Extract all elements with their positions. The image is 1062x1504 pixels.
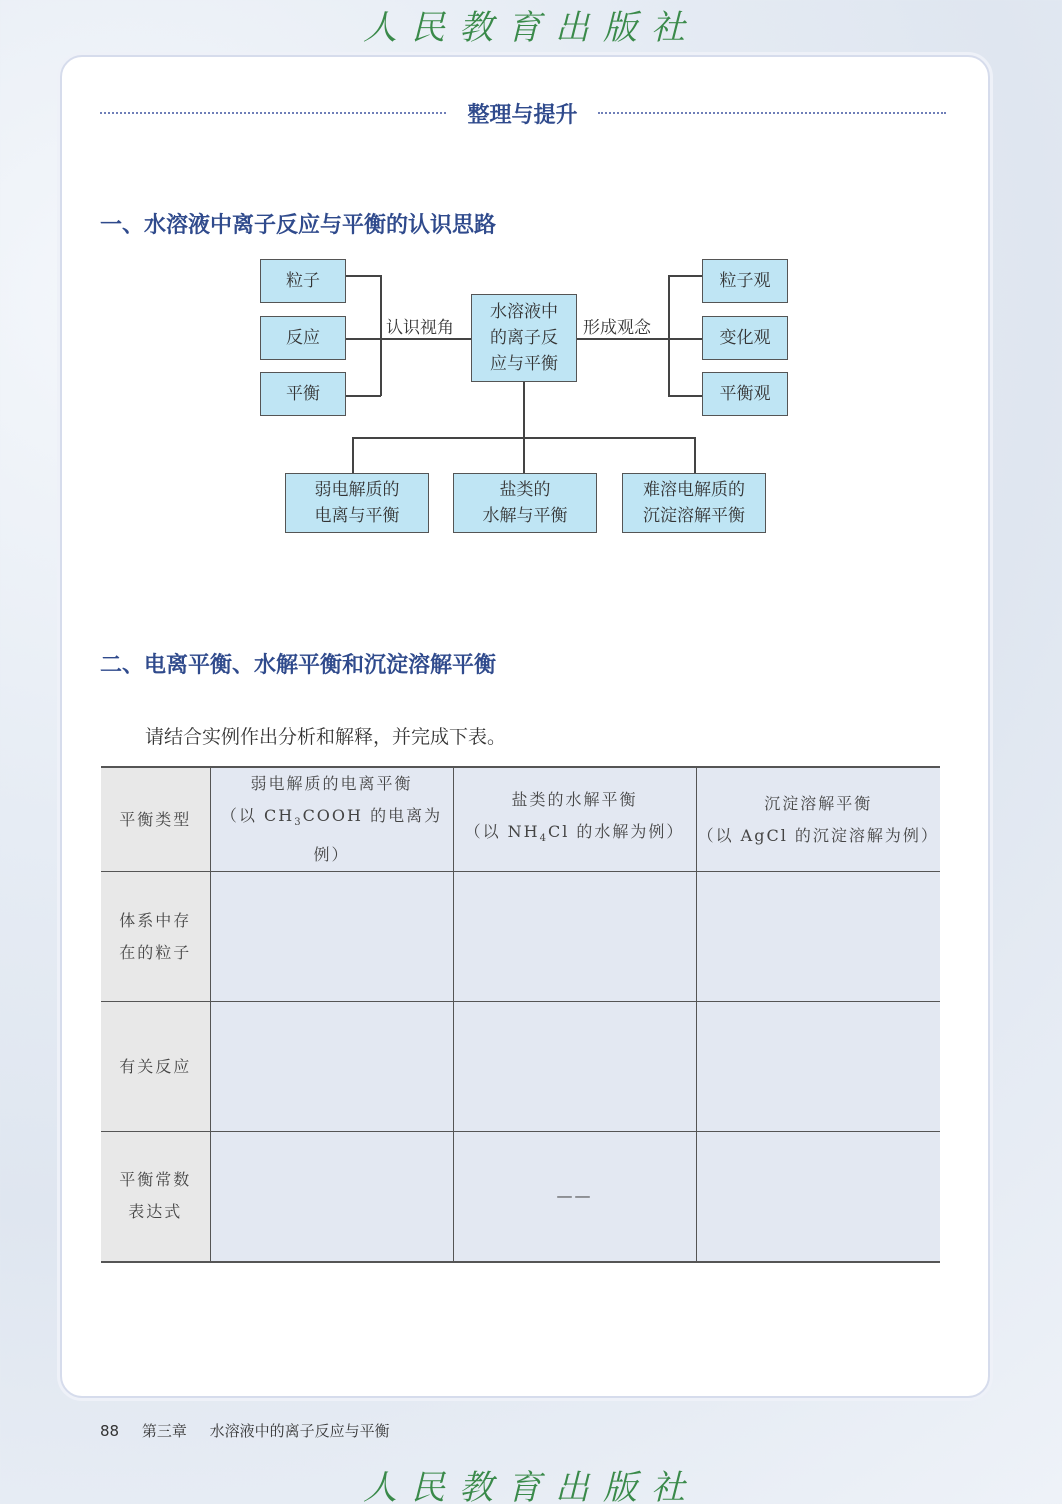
heading-2: 二、电离平衡、水解平衡和沉淀溶解平衡 — [100, 653, 497, 678]
column-header-line1: 盐类的水解平衡 — [511, 790, 638, 809]
box-line: 电离与平衡 — [314, 506, 400, 526]
connector — [352, 437, 354, 473]
box-line: 难溶电解质的 — [643, 480, 745, 500]
text-part: COOH 的电离为例） — [302, 806, 443, 865]
connector — [523, 382, 525, 438]
row-header-line1: 体系中存 — [119, 910, 192, 930]
connector — [346, 395, 381, 397]
connector — [668, 275, 703, 277]
diagram-box-change-view: 变化观 — [702, 316, 788, 360]
subscript: 4 — [539, 833, 548, 845]
connector — [523, 437, 525, 473]
diagram-box-center — [471, 294, 577, 382]
row-header-cell — [101, 872, 210, 1002]
connector — [346, 275, 381, 277]
row-header-cell — [101, 1002, 210, 1132]
diagram-box-precipitation — [622, 473, 766, 533]
center-line-3: 应与平衡 — [490, 354, 558, 374]
table-cell-blank[interactable] — [696, 1132, 940, 1262]
column-header-line2: （以 AgCl 的沉淀溶解为例） — [697, 825, 939, 845]
intro-text: 请结合实例作出分析和解释，并完成下表。 — [145, 726, 507, 748]
column-header-line2 — [454, 816, 696, 855]
table-column-header — [210, 767, 453, 872]
diagram-box-equilibrium: 平衡 — [260, 372, 346, 416]
table-column-header — [696, 767, 940, 872]
publisher-logo-bottom: 人民教育出版社 — [363, 1468, 699, 1504]
table-cell-blank[interactable] — [210, 1002, 453, 1132]
table-cell-blank[interactable] — [696, 1002, 940, 1132]
table-cell-blank[interactable] — [453, 872, 696, 1002]
table-row — [101, 872, 940, 1002]
table-header-row — [101, 767, 940, 872]
heading-1: 一、水溶液中离子反应与平衡的认识思路 — [100, 213, 497, 238]
table-cell-blank[interactable] — [696, 872, 940, 1002]
connector — [380, 275, 382, 396]
table-cell-blank[interactable] — [210, 1132, 453, 1262]
diagram-label-concept: 形成观念 — [583, 313, 651, 338]
center-line-1: 水溶液中 — [490, 302, 558, 322]
text-part: Cl 的水解为例） — [547, 822, 685, 841]
connector — [694, 437, 696, 473]
concept-diagram — [0, 0, 1062, 560]
chapter-number: 第三章 — [141, 1422, 187, 1440]
table-column-header — [453, 767, 696, 872]
section-title: 整理与提升 — [467, 103, 578, 128]
center-line-2: 的离子反 — [490, 328, 558, 348]
row-header-line1: 平衡常数 — [119, 1170, 192, 1190]
table-cell-blank[interactable] — [453, 1002, 696, 1132]
box-line: 沉淀溶解平衡 — [643, 506, 745, 526]
chapter-title: 水溶液中的离子反应与平衡 — [209, 1422, 390, 1440]
page-number: 88 — [100, 1422, 120, 1440]
box-line: 弱电解质的 — [314, 480, 400, 500]
column-header-line2 — [211, 800, 453, 871]
row-header-line2: 在的粒子 — [119, 942, 192, 962]
box-line: 盐类的 — [499, 480, 551, 500]
connector — [346, 338, 381, 340]
text-part: （以 NH — [464, 822, 540, 841]
column-header-line1: 沉淀溶解平衡 — [764, 793, 873, 813]
subscript: 3 — [294, 817, 303, 829]
diagram-box-weak-electrolyte — [285, 473, 429, 533]
table-cell-blank[interactable] — [210, 872, 453, 1002]
row-header-cell — [101, 1132, 210, 1262]
row-header-line2: 表达式 — [128, 1202, 183, 1222]
table-row — [101, 1002, 940, 1132]
connector — [668, 395, 703, 397]
table-cell-na: —— — [453, 1132, 696, 1262]
row-header-line1: 有关反应 — [119, 1056, 192, 1076]
column-header-line1: 弱电解质的电离平衡 — [250, 774, 413, 793]
table-row — [101, 1132, 940, 1262]
diagram-box-salt-hydrolysis — [453, 473, 597, 533]
diagram-label-perspective: 认识视角 — [386, 313, 454, 338]
page-footer — [100, 1420, 408, 1441]
connector — [668, 275, 670, 396]
text-part: （以 CH — [220, 806, 295, 825]
diagram-box-particle-view: 粒子观 — [702, 259, 788, 303]
connector — [380, 338, 472, 340]
table-corner-cell: 平衡类型 — [101, 767, 210, 872]
publisher-logo-top: 人民教育出版社 — [363, 8, 699, 48]
connector — [577, 338, 669, 340]
diagram-box-equilibrium-view: 平衡观 — [702, 372, 788, 416]
box-line: 水解与平衡 — [482, 506, 568, 526]
diagram-box-reaction: 反应 — [260, 316, 346, 360]
connector — [668, 338, 703, 340]
equilibrium-table — [101, 766, 940, 1263]
diagram-box-particle: 粒子 — [260, 259, 346, 303]
